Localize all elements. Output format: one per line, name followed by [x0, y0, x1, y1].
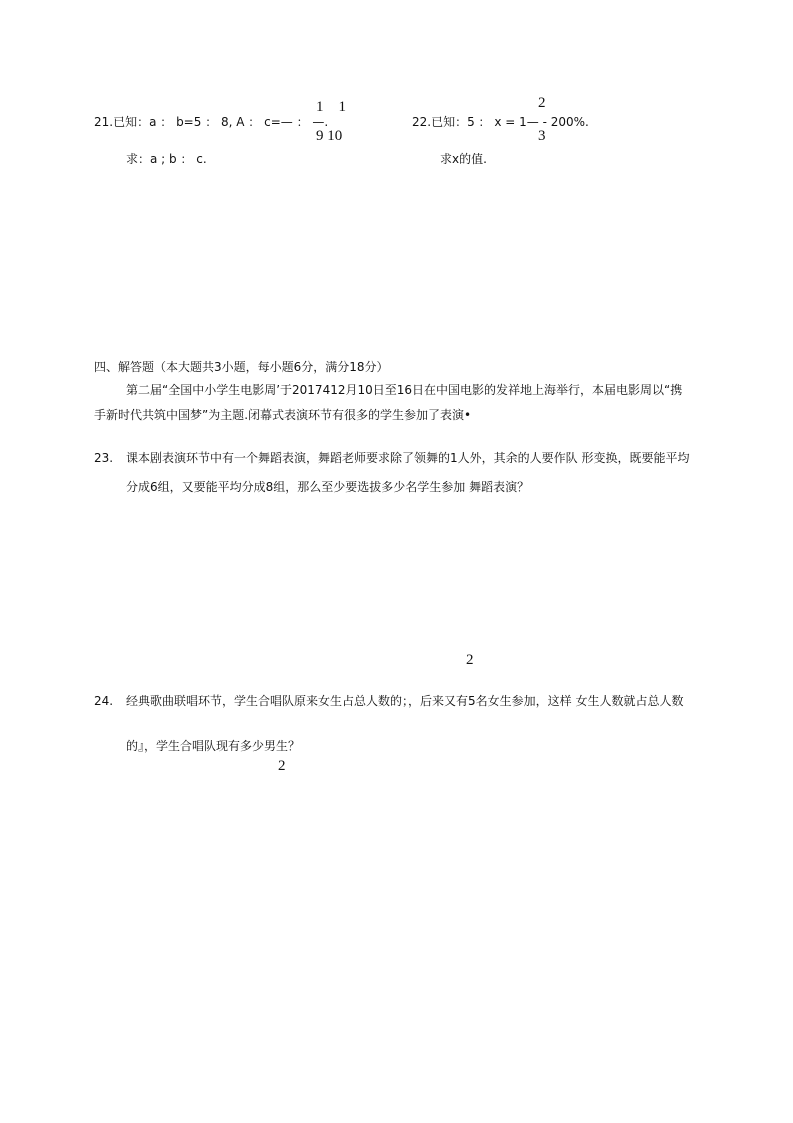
q24-line2: 的』，学生合唱队现有多少男生？: [126, 739, 301, 753]
section-intro-line1: 第二届“全国中小学生电影周’于2017412月10日至16日在中国电影的发祥地上海举行，本届电影周以“携: [126, 383, 683, 397]
q24-fraction-top: 2: [466, 652, 474, 668]
q21-statement: 21.已知：a ： b=5 ： 8, A ： c=— ： —.: [94, 115, 329, 129]
q24-line1: 经典歌曲联唱环节，学生合唱队原来女生占总人数的；，后来又有5名女生参加，这样 女生人数就占总人数: [126, 694, 684, 708]
q21-fraction-numerators: 1 1: [316, 99, 347, 115]
q22-statement: 22.已知：5 ： x = 1— - 200%.: [412, 115, 589, 129]
q21-fraction-denominators: 9 10: [316, 128, 343, 144]
section-intro-line2: 手新时代共筑中国梦”为主题.闭幕式表演环节有很多的学生参加了表演•: [94, 408, 472, 422]
q23-line2: 分成6组，又要能平均分成8组，那么至少要选拔多少名学生参加 舞蹈表演？: [126, 480, 530, 494]
q22-question: 求x的值.: [440, 152, 487, 166]
q23-number: 23.: [94, 451, 114, 465]
section-heading: 四、解答题（本大题共3小题，每小题6分，满分18分）: [94, 360, 389, 374]
q24-fraction-bottom: 2: [278, 758, 286, 774]
q21-question: 求：a ; b ： c.: [126, 152, 207, 166]
q22-fraction-denominator: 3: [538, 128, 546, 144]
q22-fraction-numerator: 2: [538, 95, 546, 111]
q23-line1: 课本剧表演环节中有一个舞蹈表演，舞蹈老师要求除了领舞的1人外，其余的人要作队 形变换，既要能平均: [126, 451, 690, 465]
q24-number: 24.: [94, 694, 114, 708]
